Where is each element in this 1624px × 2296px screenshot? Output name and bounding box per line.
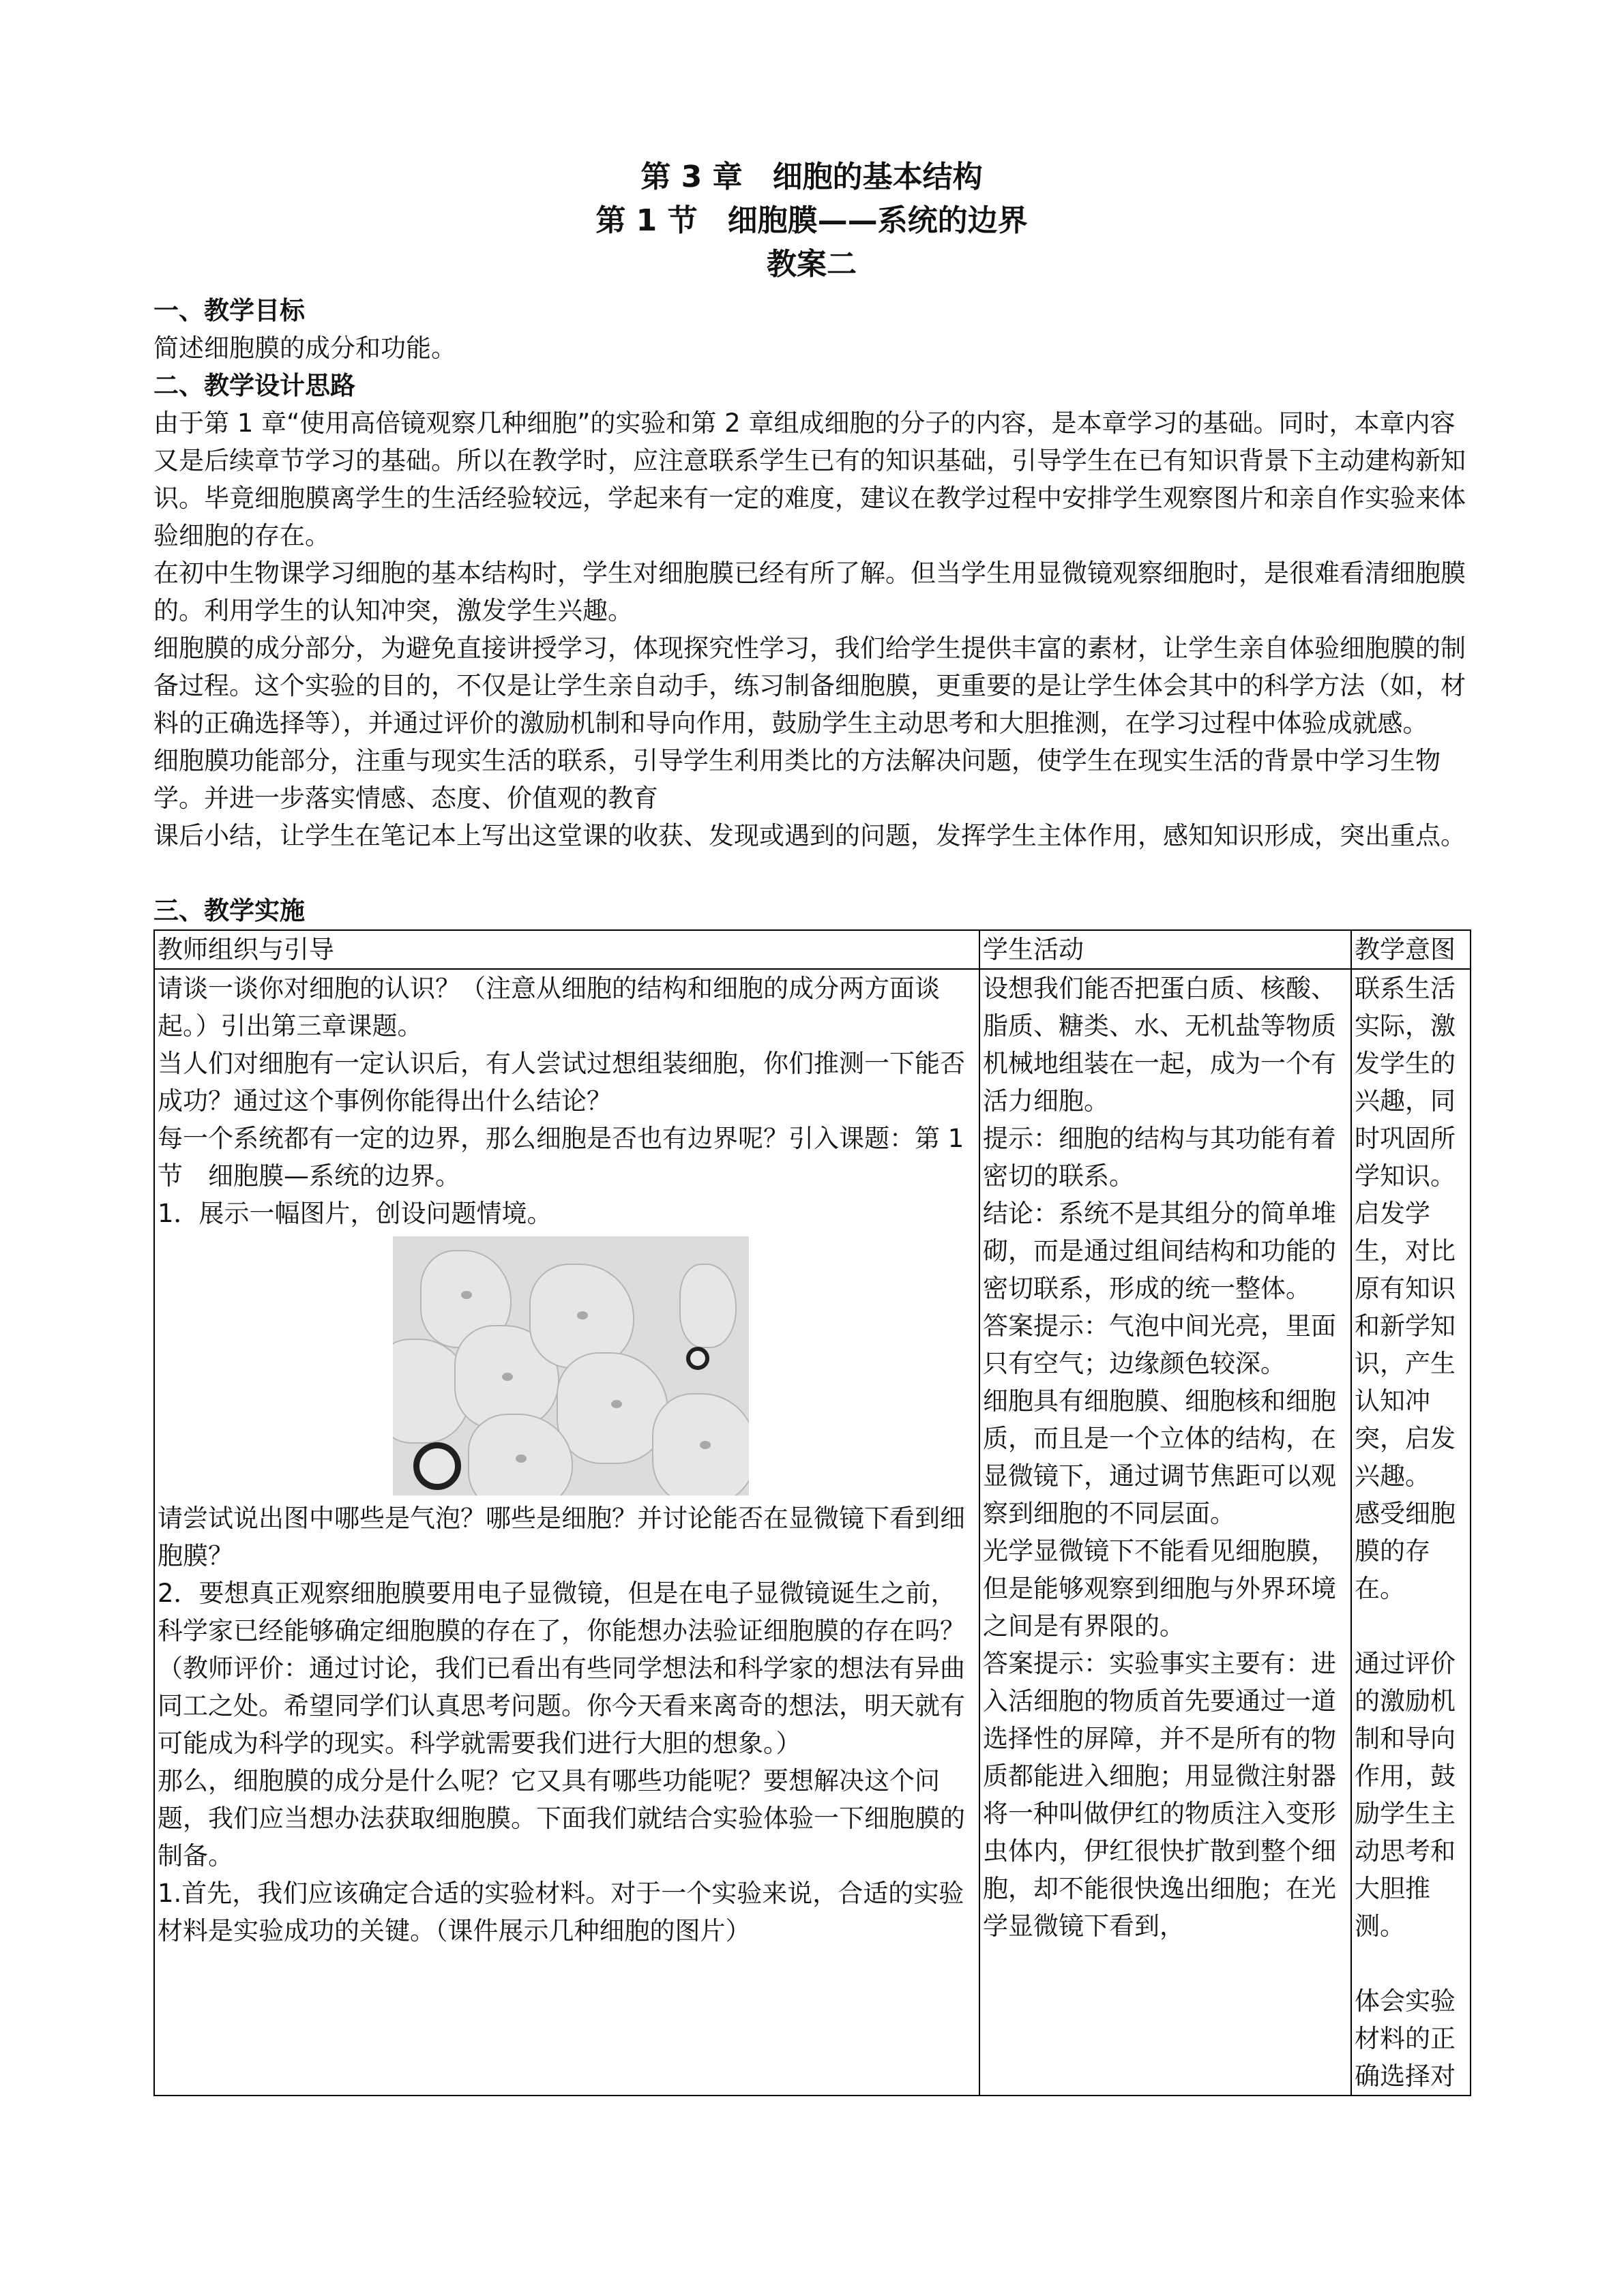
cell-spacer xyxy=(158,1950,976,2025)
cell-shape xyxy=(679,1264,737,1348)
teacher-paragraph: 1.首先，我们应该确定合适的实验材料。对于一个实验来说，合适的实验材料是实验成功的关键。（课件展示几种细胞的图片） xyxy=(158,1879,964,1945)
student-paragraph: 光学显微镜下不能看见细胞膜，但是能够观察到细胞与外界环境之间是有界限的。 xyxy=(983,1536,1336,1641)
intent-paragraph: 体会实验材料的正确选择对 xyxy=(1355,1986,1456,2091)
plan-title: 教案二 xyxy=(767,247,857,282)
lesson-table xyxy=(153,929,1471,2096)
intent-paragraph: 通过评价的激励机制和导向作用，鼓励学生主动思考和大胆推测。 xyxy=(1355,1649,1456,1941)
micrograph-image xyxy=(393,1236,749,1495)
air-bubble xyxy=(413,1442,461,1490)
chapter-title: 第 3 章 细胞的基本结构 xyxy=(640,160,983,194)
intent-paragraph: 感受细胞膜的存在。 xyxy=(1355,1499,1456,1603)
student-paragraph: 提示：细胞的结构与其功能有着密切的联系。 xyxy=(983,1124,1336,1191)
design-paragraph: 课后小结，让学生在笔记本上写出这堂课的收获、发现或遇到的问题，发挥学生主体作用，感知知识形成，突出重点。 xyxy=(153,821,1466,850)
teacher-paragraph: 请谈一谈你对细胞的认识？（注意从细胞的结构和细胞的成分两方面谈起。）引出第三章课题。 xyxy=(158,974,940,1041)
design-paragraph: 在初中生物课学习细胞的基本结构时，学生对细胞膜已经有所了解。但当学生用显微镜观察细胞时，是很难看清细胞膜的。利用学生的认知冲突，激发学生兴趣。 xyxy=(153,558,1466,625)
table-row xyxy=(154,969,1471,2096)
cell-nucleus xyxy=(577,1311,588,1320)
design-paragraph: 细胞膜功能部分，注重与现实生活的联系，引导学生利用类比的方法解决问题，使学生在现实生活的背景中学习生物学。并进一步落实情感、态度、价值观的教育 xyxy=(153,746,1441,813)
goal-text: 简述细胞膜的成分和功能。 xyxy=(153,333,456,363)
teacher-cell xyxy=(154,969,979,2096)
student-paragraph: 答案提示：气泡中间光亮，里面只有空气；边缘颜色较深。 xyxy=(983,1311,1336,1378)
intent-spacer xyxy=(1355,1607,1467,1645)
student-paragraph: 答案提示：实验事实主要有：进入活细胞的物质首先要通过一道选择性的屏障，并不是所有的物质都能进入细胞；用显微注射器将一种叫做伊红的物质注入变形虫体内，伊红很快扩散到整个细胞，却不能很快逸出细胞；在光学显微镜下看到， xyxy=(983,1649,1336,1941)
cell-nucleus xyxy=(461,1291,472,1299)
implementation-heading: 三、教学实施 xyxy=(153,896,305,925)
teacher-paragraph: 2．要想真正观察细胞膜要用电子显微镜，但是在电子显微镜诞生之前，科学家已经能够确定细胞膜的存在了，你能想办法验证细胞膜的存在吗？ xyxy=(158,1579,965,1645)
document-page xyxy=(153,155,1470,2096)
column-header-teacher: 教师组织与引导 xyxy=(154,930,979,969)
teacher-paragraph: 当人们对细胞有一定认识后，有人尝试过想组装细胞，你们推测一下能否成功？通过这个事例你能得出什么结论？ xyxy=(158,1049,965,1116)
student-paragraph: 结论：系统不是其组分的简单堆砌，而是通过组间结构和功能的密切联系，形成的统一整体。 xyxy=(983,1199,1336,1303)
column-header-student: 学生活动 xyxy=(979,930,1351,969)
column-header-intent: 教学意图 xyxy=(1351,930,1471,969)
goal-heading: 一、教学目标 xyxy=(153,296,305,325)
student-cell xyxy=(979,969,1351,2096)
table-header-row xyxy=(154,930,1471,969)
design-heading: 二、教学设计思路 xyxy=(153,371,355,400)
title-block xyxy=(153,155,1470,286)
design-paragraph: 由于第 1 章“使用高倍镜观察几种细胞”的实验和第 2 章组成细胞的分子的内容，是本章学习的基础。同时，本章内容又是后续章节学习的基础。所以在教学时，应注意联系学生已有的知识基础，引导学生在已有知识背景下主动建构新知识。毕竟细胞膜离学生的生活经验较远，学起来有一定的难度，建议在教学过程中安排学生观察图片和亲自作实验来体验细胞的存在。 xyxy=(153,408,1466,550)
design-paragraph: 细胞膜的成分部分，为避免直接讲授学习，体现探究性学习，我们给学生提供丰富的素材，让学生亲自体验细胞膜的制备过程。这个实验的目的，不仅是让学生亲自动手，练习制备细胞膜，更重要的是让学生体会其中的科学方法（如，材料的正确选择等），并通过评价的激励机制和导向作用，鼓励学生主动思考和大胆推测，在学习过程中体验成就感。 xyxy=(153,633,1466,738)
section-spacer xyxy=(153,854,1470,892)
intent-paragraph: 启发学生，对比原有知识和新学知识，产生认知冲突，启发兴趣。 xyxy=(1355,1199,1456,1491)
intent-paragraph: 联系生活实际，激发学生的兴趣，同时巩固所学知识。 xyxy=(1355,974,1456,1191)
cell-nucleus xyxy=(516,1455,527,1463)
intent-spacer xyxy=(1355,1945,1467,1982)
student-paragraph: 设想我们能否把蛋白质、核酸、脂质、糖类、水、无机盐等物质机械地组装在一起，成为一个有活力细胞。 xyxy=(983,974,1336,1116)
teacher-paragraph: 1．展示一幅图片，创设问题情境。 xyxy=(158,1199,552,1228)
teacher-paragraph: （教师评价：通过讨论，我们已看出有些同学想法和科学家的想法有异曲同工之处。希望同学们认真思考问题。你今天看来离奇的想法，明天就有可能成为科学的现实。科学就需要我们进行大胆的想象。） xyxy=(158,1654,965,1758)
teacher-paragraph: 请尝试说出图中哪些是气泡？哪些是细胞？并讨论能否在显微镜下看到细胞膜？ xyxy=(158,1504,965,1570)
air-bubble xyxy=(686,1347,709,1370)
cell-nucleus xyxy=(502,1373,513,1381)
cell-nucleus xyxy=(611,1400,622,1408)
section-title: 第 1 节 细胞膜——系统的边界 xyxy=(595,203,1028,238)
intent-cell xyxy=(1351,969,1471,2096)
student-paragraph: 细胞具有细胞膜、细胞核和细胞质，而且是一个立体的结构，在显微镜下，通过调节焦距可以观察到细胞的不同层面。 xyxy=(983,1386,1336,1528)
cell-nucleus xyxy=(700,1441,711,1449)
teacher-paragraph: 那么，细胞膜的成分是什么呢？它又具有哪些功能呢？要想解决这个问题，我们应当想办法获取细胞膜。下面我们就结合实验体验一下细胞膜的制备。 xyxy=(158,1766,965,1870)
teacher-paragraph: 每一个系统都有一定的边界，那么细胞是否也有边界呢？引入课题：第 1 节 细胞膜—系统的边界。 xyxy=(158,1124,964,1191)
